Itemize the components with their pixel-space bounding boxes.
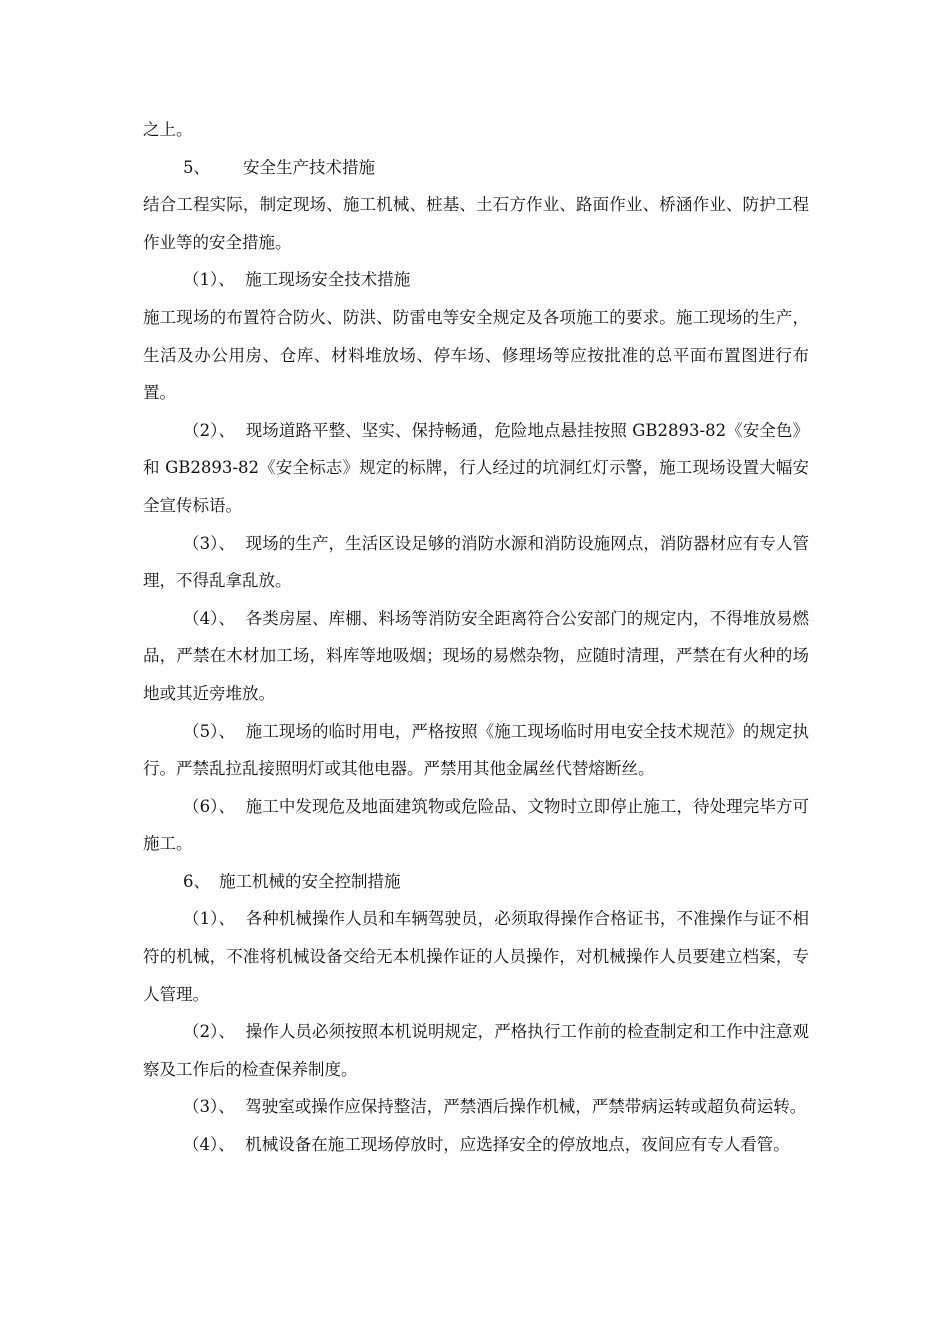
subsection-title: 施工现场安全技术措施	[245, 270, 411, 290]
machine-item-2	[143, 1013, 809, 1088]
item-text: 施工现场的临时用电，严格按照《施工现场临时用电安全技术规范》的规定执行。严禁乱拉乱接照明灯或其他电器。严禁用其他金属丝代替熔断丝。	[143, 721, 809, 779]
item-label: （5）、	[183, 721, 236, 741]
section-heading-5	[143, 149, 809, 187]
machine-item-3	[143, 1088, 809, 1126]
list-item-3	[143, 525, 809, 600]
section-title: 施工机械的安全控制措施	[219, 871, 401, 891]
item-label: （2）、	[183, 420, 236, 440]
subsection-heading-1	[143, 261, 809, 299]
item-label: （2）、	[183, 1022, 236, 1042]
subsection-label: （1）、	[183, 270, 235, 290]
item-label: （3）、	[183, 1097, 235, 1117]
paragraph-continuation: 之上。	[143, 120, 193, 139]
item-label: （1）、	[183, 909, 236, 929]
machine-item-1	[143, 900, 809, 1013]
list-item-4	[143, 600, 809, 713]
section-heading-6	[143, 863, 809, 901]
paragraph-site-layout: 施工现场的布置符合防火、防洪、防雷电等安全规定及各项施工的要求。施工现场的生产，生活及办公用房、仓库、材料堆放场、停车场、修理场等应按批准的总平面布置图进行布置。	[143, 307, 809, 403]
paragraph-intro: 结合工程实际，制定现场、施工机械、桩基、土石方作业、路面作业、桥涵作业、防护工程作业等的安全措施。	[143, 195, 809, 252]
item-label: （3）、	[183, 533, 236, 553]
item-label: （4）、	[183, 608, 236, 628]
list-item-5	[143, 713, 809, 788]
section-title: 安全生产技术措施	[243, 157, 375, 177]
list-item-6	[143, 788, 809, 863]
item-text: 驾驶室或操作应保持整洁，严禁酒后操作机械，严禁带病运转或超负荷运转。	[245, 1097, 807, 1117]
item-text: 操作人员必须按照本机说明规定，严格执行工作前的检查制定和工作中注意观察及工作后的检查保养制度。	[143, 1022, 809, 1079]
item-text: 各类房屋、库棚、料场等消防安全距离符合公安部门的规定内，不得堆放易燃品，严禁在木材加工场，料库等地吸烟；现场的易燃杂物，应随时清理，严禁在有火种的场地或其近旁堆放。	[143, 608, 809, 703]
item-text: 各种机械操作人员和车辆驾驶员，必须取得操作合格证书，不准操作与证不相符的机械，不准将机械设备交给无本机操作证的人员操作，对机械操作人员要建立档案，专人管理。	[143, 909, 809, 1004]
section-number: 5、	[183, 157, 210, 177]
item-text: 机械设备在施工现场停放时，应选择安全的停放地点，夜间应有专人看管。	[245, 1135, 790, 1155]
machine-item-4	[143, 1126, 809, 1164]
item-text: 施工中发现危及地面建筑物或危险品、文物时立即停止施工，待处理完毕方可施工。	[143, 796, 809, 854]
item-text: 现场道路平整、坚实、保持畅通，危险地点悬挂按照 GB2893-82《安全色》和 GB2893-82《安全标志》规定的标牌，行人经过的坑洞红灯示警，施工现场设置大幅安全宣传标语。	[143, 420, 809, 515]
item-label: （6）、	[183, 796, 236, 816]
list-item-2	[143, 412, 809, 525]
item-text: 现场的生产，生活区设足够的消防水源和消防设施网点，消防器材应有专人管理，不得乱拿乱放。	[143, 533, 809, 591]
item-label: （4）、	[183, 1135, 235, 1155]
section-number: 6、	[183, 871, 210, 891]
document-page	[143, 111, 809, 1164]
